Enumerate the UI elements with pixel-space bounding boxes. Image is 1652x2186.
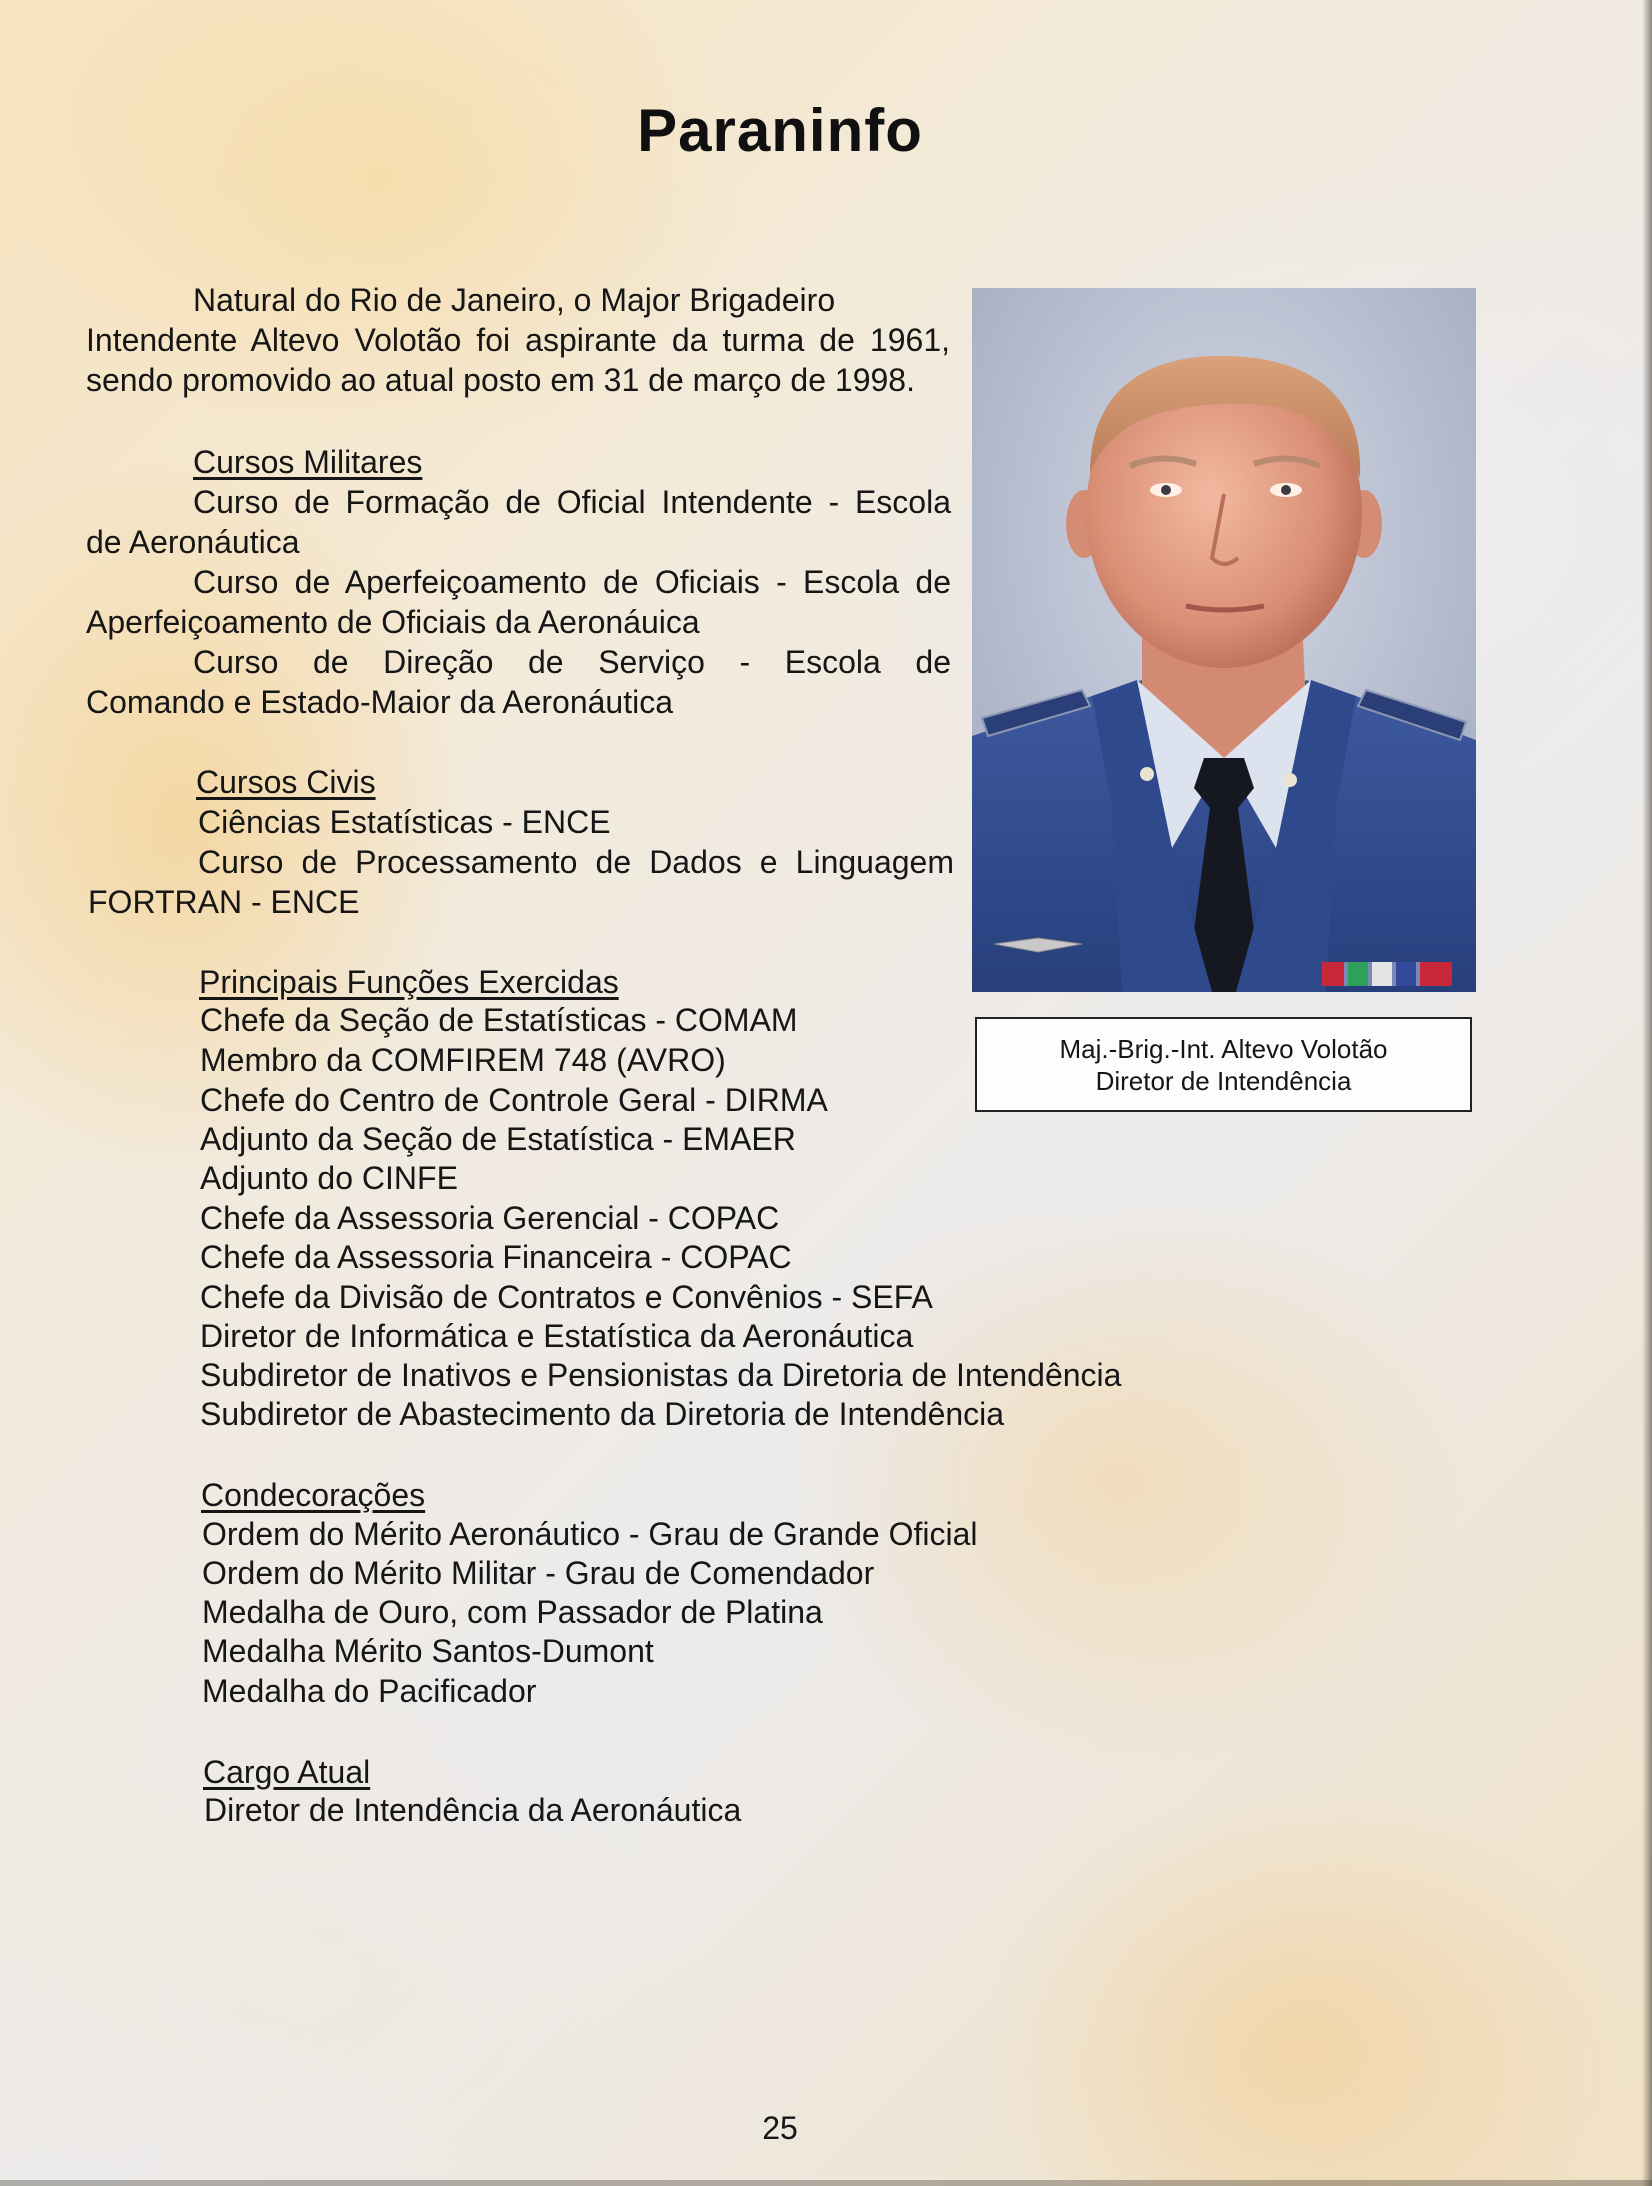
section-heading-funcoes: Principais Funções Exercidas bbox=[199, 964, 619, 1000]
photo-caption bbox=[975, 1017, 1472, 1112]
cursos-militares-line-3: Curso de Aperfeiçoamento de Oficiais - Escola de bbox=[193, 564, 951, 600]
caption-role: Diretor de Intendência bbox=[1095, 1066, 1352, 1096]
funcao-item: Adjunto do CINFE bbox=[200, 1160, 458, 1196]
cursos-militares-line-5: Curso de Direção de Serviço - Escola de bbox=[193, 644, 951, 680]
intro-line-3: sendo promovido ao atual posto em 31 de março de 1998. bbox=[86, 362, 915, 398]
section-heading-cursos-civis: Cursos Civis bbox=[196, 764, 376, 800]
cursos-militares-line-4: Aperfeiçoamento de Oficiais da Aeronáuica bbox=[86, 604, 700, 640]
funcao-item: Chefe da Seção de Estatísticas - COMAM bbox=[200, 1002, 798, 1038]
page-title: Paraninfo bbox=[637, 97, 923, 164]
portrait-photo bbox=[972, 288, 1476, 992]
funcao-item: Subdiretor de Inativos e Pensionistas da Diretoria de Intendência bbox=[200, 1357, 1122, 1393]
cursos-civis-line-3: FORTRAN - ENCE bbox=[88, 884, 360, 920]
funcao-item: Chefe do Centro de Controle Geral - DIRMA bbox=[200, 1082, 828, 1118]
section-heading-cargo-atual: Cargo Atual bbox=[203, 1754, 371, 1790]
condecoracao-item: Ordem do Mérito Aeronáutico - Grau de Grande Oficial bbox=[202, 1516, 978, 1552]
cursos-civis-line-2: Curso de Processamento de Dados e Linguagem bbox=[198, 844, 954, 880]
condecoracao-item: Medalha Mérito Santos-Dumont bbox=[202, 1633, 654, 1669]
portrait-illustration bbox=[972, 288, 1476, 992]
section-heading-condecoracoes: Condecorações bbox=[201, 1477, 426, 1513]
funcao-item: Chefe da Assessoria Gerencial - COPAC bbox=[200, 1200, 780, 1236]
funcao-item: Chefe da Divisão de Contratos e Convênios - SEFA bbox=[200, 1279, 933, 1315]
funcao-item: Chefe da Assessoria Financeira - COPAC bbox=[200, 1239, 792, 1275]
funcao-item: Adjunto da Seção de Estatística - EMAER bbox=[200, 1121, 796, 1157]
page-number: 25 bbox=[762, 2110, 798, 2146]
condecoracao-item: Ordem do Mérito Militar - Grau de Comendador bbox=[202, 1555, 875, 1591]
cursos-militares-line-1: Curso de Formação de Oficial Intendente - Escola bbox=[193, 484, 951, 520]
cursos-civis-line-1: Ciências Estatísticas - ENCE bbox=[198, 804, 611, 840]
intro-line-1: Natural do Rio de Janeiro, o Major Brigadeiro bbox=[193, 282, 836, 318]
funcao-item: Subdiretor de Abastecimento da Diretoria de Intendência bbox=[200, 1396, 1005, 1432]
cargo-atual-value: Diretor de Intendência da Aeronáutica bbox=[204, 1792, 742, 1828]
caption-name: Maj.-Brig.-Int. Altevo Volotão bbox=[1059, 1034, 1388, 1064]
section-heading-cursos-militares: Cursos Militares bbox=[193, 444, 423, 480]
funcao-item: Membro da COMFIREM 748 (AVRO) bbox=[200, 1042, 726, 1078]
condecoracao-item: Medalha de Ouro, com Passador de Platina bbox=[202, 1594, 823, 1630]
cursos-militares-line-2: de Aeronáutica bbox=[86, 524, 300, 560]
condecoracao-item: Medalha do Pacificador bbox=[202, 1673, 537, 1709]
cursos-militares-line-6: Comando e Estado-Maior da Aeronáutica bbox=[86, 684, 674, 720]
page-edge-shadow bbox=[1642, 0, 1652, 2186]
page-bottom-edge bbox=[0, 2180, 1652, 2186]
intro-line-2: Intendente Altevo Volotão foi aspirante da turma de 1961, bbox=[86, 322, 950, 358]
funcao-item: Diretor de Informática e Estatística da Aeronáutica bbox=[200, 1318, 914, 1354]
